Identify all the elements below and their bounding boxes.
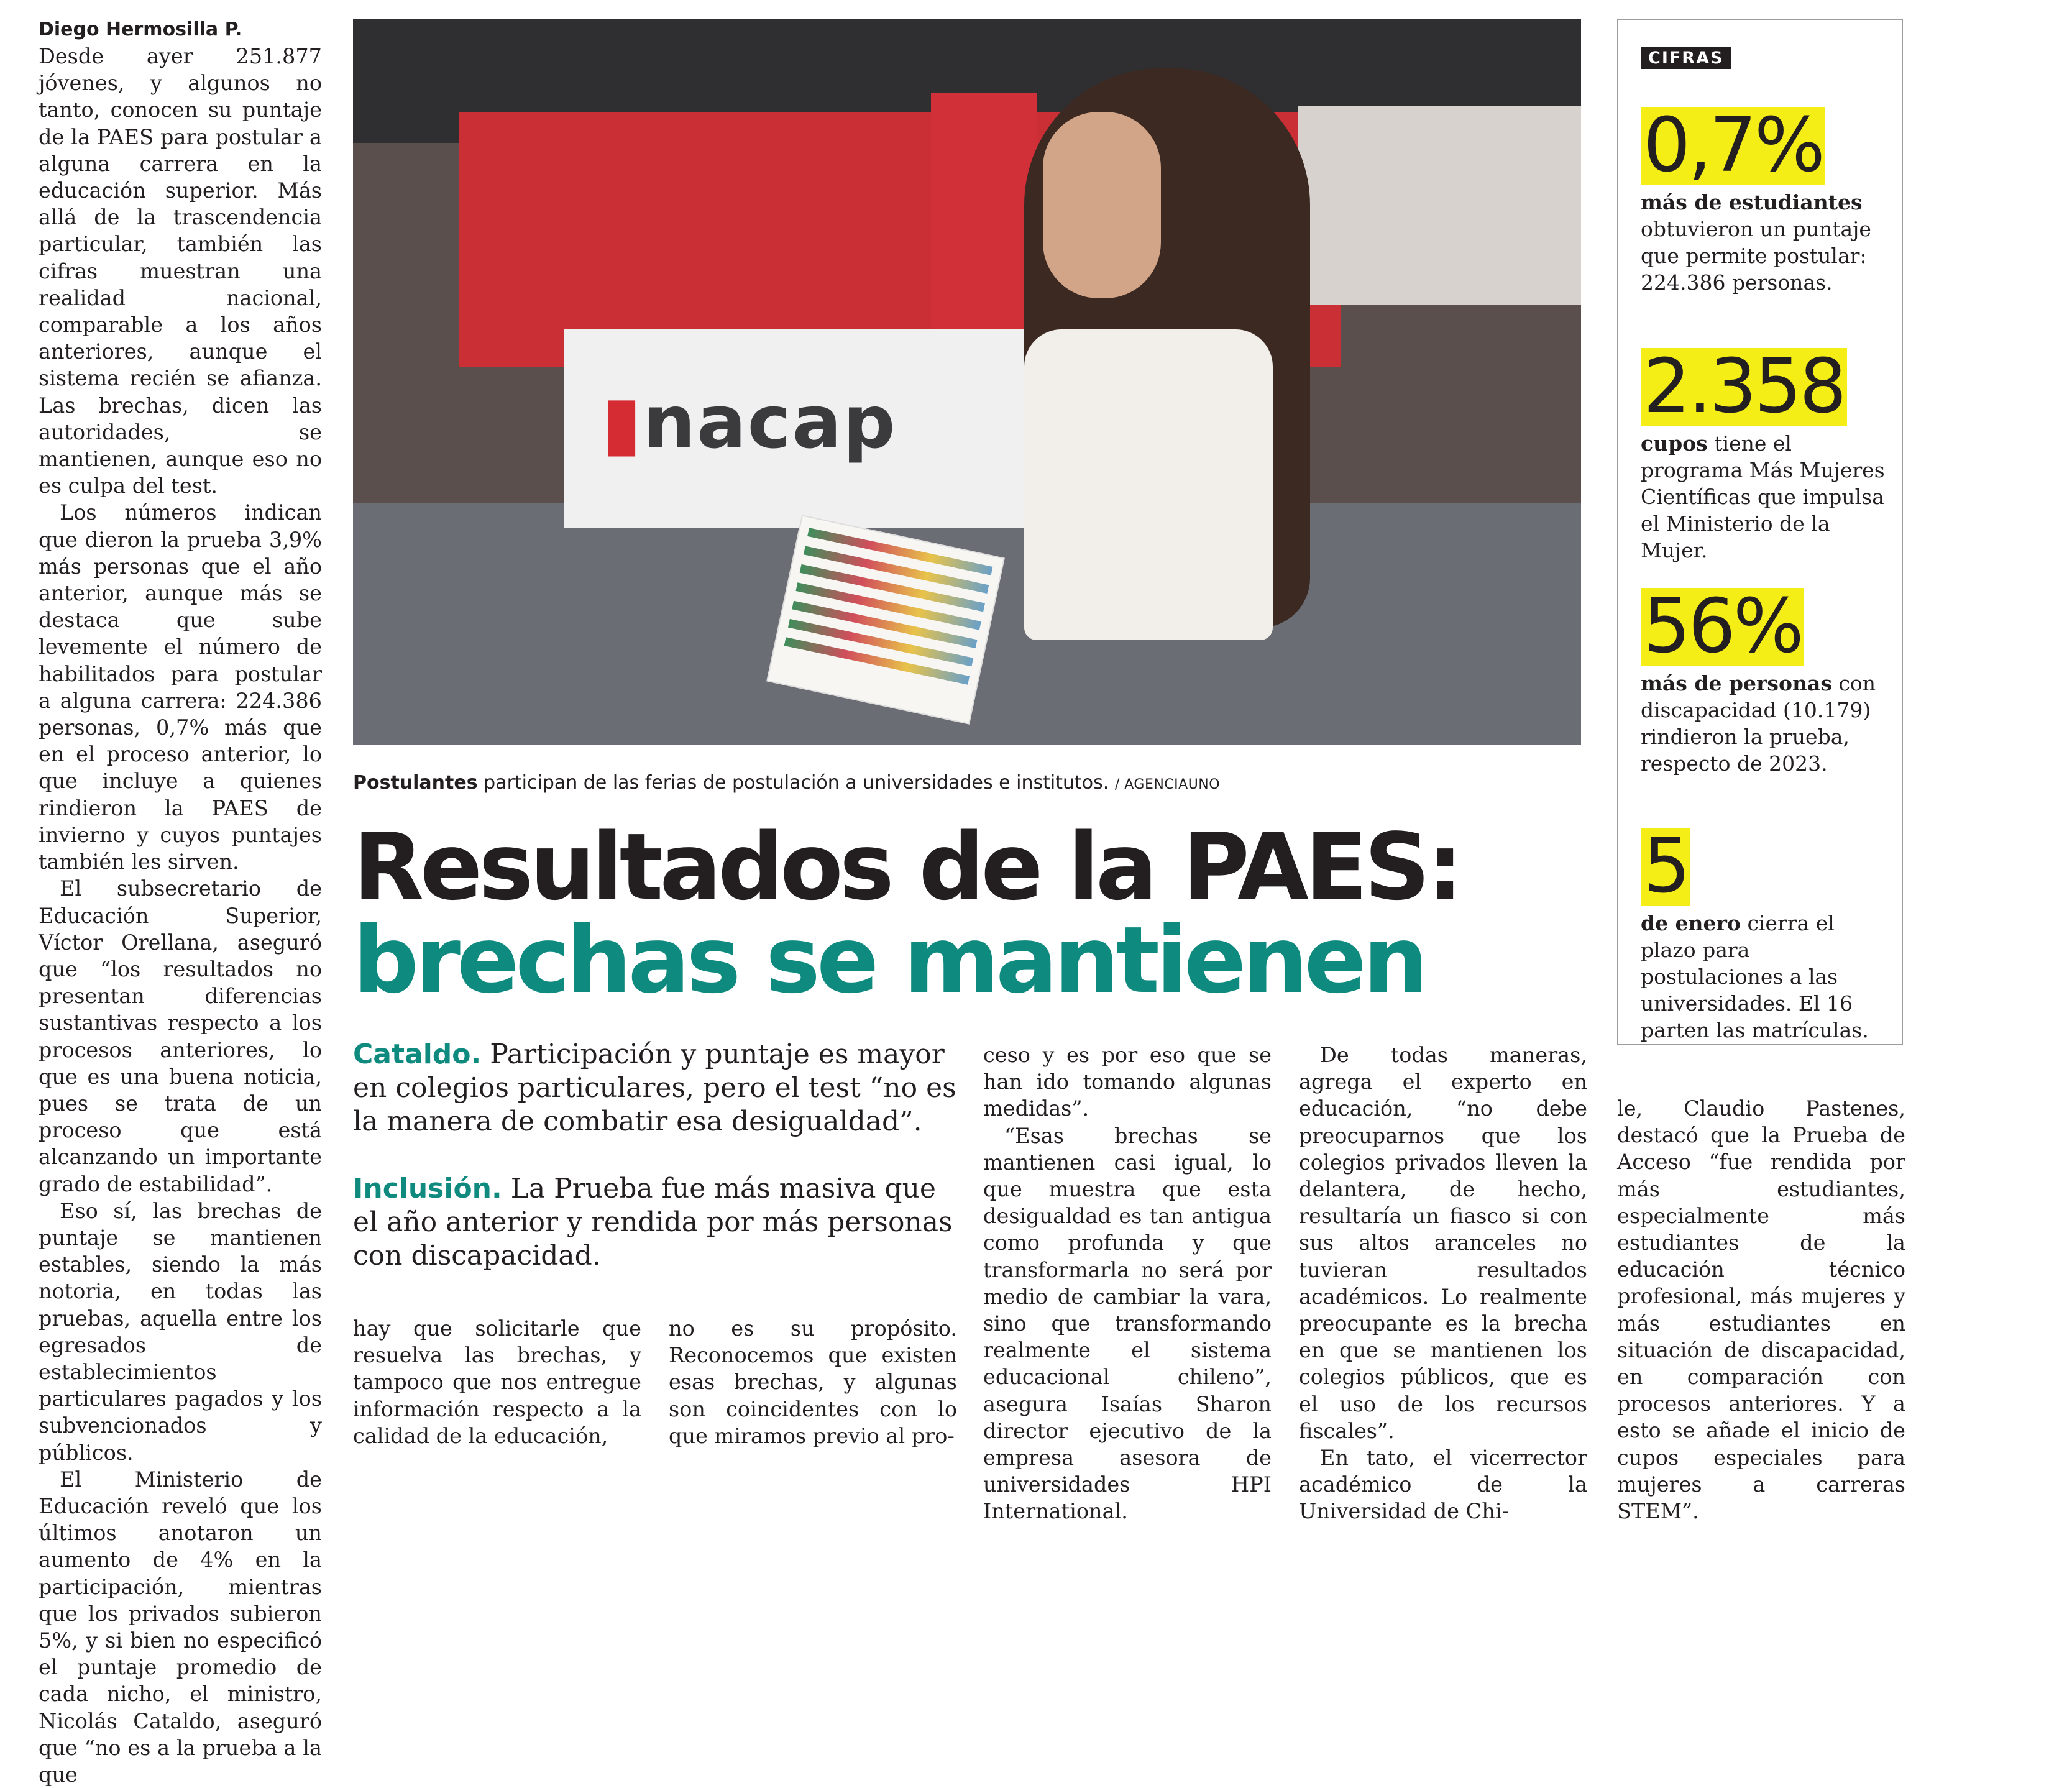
caption-text: participan de las ferias de postulación a universidades e institutos. (484, 772, 1109, 794)
photo-counter-logo: ▮nacap (602, 379, 897, 465)
paragraph: De todas maneras, agrega el experto en educación, “no debe preocuparnos que los colegios privados lleven la delantera, de hecho, resultaría un fiasco si con sus altos aranceles no tuvieran resultados académicos. Lo realmente preocupante es la brecha en que se mantienen los colegios públicos, que es el uso de los recursos fiscales”. (1299, 1043, 1587, 1443)
paragraph: El subsecretario de Educación Superior, Víctor Orellana, aseguró que “los resultados no presentan diferencias sustantivas respecto a los procesos anteriores, lo que es una buena noticia, pues se trata de un proceso que está alcanzando un importante grado de estabilidad”. (39, 876, 322, 1196)
article-column-1 (39, 16, 322, 1788)
photo-student-face (1043, 112, 1161, 298)
stat-number: 2.358 (1641, 348, 1847, 426)
lede-kicker: Cataldo. (353, 1038, 482, 1070)
photo-booth-right (1298, 106, 1581, 305)
photo-student-top (1024, 329, 1273, 640)
stat-item (1641, 584, 1889, 777)
stat-item (1641, 823, 1889, 1043)
stat-item (1641, 344, 1889, 564)
article-column-6 (1617, 1095, 1905, 1524)
stat-description: de enero cierra el plazo para postulaciones a las universidades. El 16 parten las matrículas. (1641, 911, 1869, 1042)
paragraph: Desde ayer 251.877 jóvenes, y algunos no tanto, conocen su puntaje de la PAES para postular a alguna carrera en la educación superior. Más allá de la trascendencia particular, también las cifras muestran una realidad nacional, comparable a los años anteriores, aunque el sistema recién se afianza. Las brechas, dicen las autoridades, se mantienen, aunque eso no es culpa del test. (39, 44, 322, 498)
paragraph: El Ministerio de Educación reveló que los últimos anotaron un aumento de 4% en la participación, mientras que los privados subieron 5%, y si bien no especificó el puntaje promedio de cada nicho, el ministro, Nicolás Cataldo, aseguró que “no es a la prueba a la que (39, 1467, 322, 1787)
photo-credit: / AGENCIAUNO (1114, 777, 1221, 792)
paragraph: Los números indican que dieron la prueba 3,9% más personas que el año anterior, aunque más se destaca que sube levemente el número de habilitados para postular a alguna carrera: 224.386 personas, 0,7% más que en el proceso anterior, lo que incluye a quienes rindieron la PAES de invierno y cuyos puntajes también les sirven. (39, 500, 322, 874)
stat-number: 56% (1641, 588, 1804, 666)
news-photo (353, 19, 1581, 745)
article-column-5 (1299, 1042, 1587, 1525)
cifras-tag: CIFRAS (1641, 47, 1731, 69)
caption-lead: Postulantes (353, 772, 478, 794)
lede-text: La Prueba fue más masiva que el año anterior y rendida por más personas con discapacidad. (353, 1173, 953, 1272)
lede-1 (353, 1038, 968, 1139)
stat-description: más de estudiantes obtuvieron un puntaje que permite postular: 224.386 personas. (1641, 190, 1871, 295)
paragraph: hay que solicitarle que resuelva las brechas, y tampoco que nos entregue información respecto a la calidad de la educación, (353, 1316, 641, 1448)
lede-text: Participación y puntaje es mayor en colegios particulares, pero el test “no es la manera de combatir esa desigualdad”. (353, 1038, 956, 1137)
paragraph: no es su propósito. Reconocemos que existen esas brechas, y algunas son coincidentes con lo que miramos previo al pro- (669, 1316, 957, 1448)
article-column-4 (983, 1042, 1272, 1525)
lede-kicker: Inclusión. (353, 1173, 502, 1204)
article-column-3 (669, 1315, 957, 1449)
headline (353, 814, 1581, 1014)
headline-line-2: brechas se mantienen (353, 907, 1425, 1014)
stat-description: más de personas con discapacidad (10.179) rindieron la prueba, respecto de 2023. (1641, 671, 1876, 776)
stat-description: cupos tiene el programa Más Mujeres Científicas que impulsa el Ministerio de la Mujer. (1641, 431, 1885, 562)
stat-item (1641, 103, 1889, 296)
headline-line-1: Resultados de la PAES: (353, 814, 1460, 920)
paragraph: “Esas brechas se mantienen casi igual, lo que muestra que esta desigualdad es tan antigua como profunda y que transformarla no será por medio de cambiar la vara, sino que transformando realmente el sistema educacional chileno”, asegura Isaías Sharon director ejecutivo de la empresa asesora de universidades HPI International. (983, 1123, 1272, 1524)
stat-number: 5 (1641, 828, 1690, 906)
article-column-2 (353, 1315, 641, 1449)
paragraph: En tato, el vicerrector académico de la Universidad de Chi- (1299, 1446, 1587, 1524)
photo-caption (353, 772, 1581, 794)
paragraph: Eso sí, las brechas de puntaje se mantienen estables, siendo la más notoria, en todas las pruebas, aquella entre los egresados de establecimientos particulares pagados y los subvencionados y públicos. (39, 1198, 322, 1465)
stat-number: 0,7% (1641, 107, 1825, 185)
byline: Diego Hermosilla P. (39, 19, 242, 40)
paragraph: ceso y es por eso que se han ido tomando algunas medidas”. (983, 1043, 1272, 1121)
lede-2 (353, 1172, 968, 1273)
cifras-box (1617, 19, 1903, 1045)
paragraph: le, Claudio Pastenes, destacó que la Prueba de Acceso “fue rendida por más estudiantes, especialmente más estudiantes de la educación técnico profesional, más mujeres y más estudiantes en situación de discapacidad, en comparación con procesos anteriores. Y a esto se añade el inicio de cupos especiales para mujeres a carreras STEM”. (1617, 1096, 1905, 1524)
